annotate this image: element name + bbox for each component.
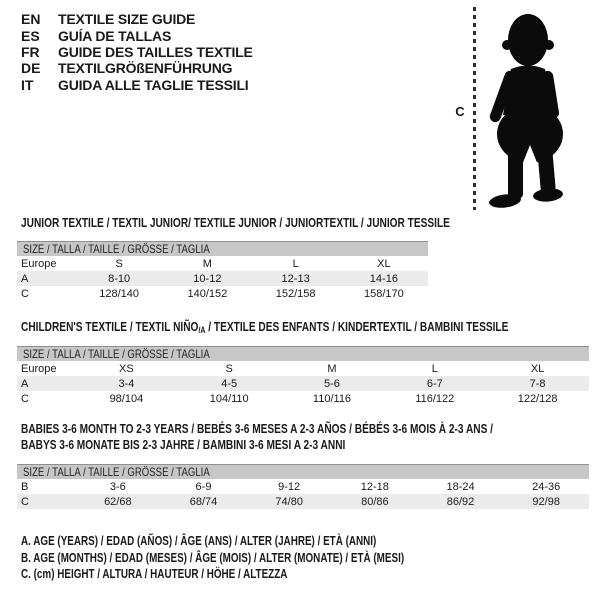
- table-cell: XL: [530, 362, 545, 375]
- table-cell: 62/68: [104, 495, 132, 508]
- table-row: [17, 271, 428, 286]
- language-row: [21, 27, 253, 43]
- table-cell: 122/128: [517, 392, 558, 405]
- table-cell: 10-12: [193, 272, 222, 285]
- table-cell: 4-5: [221, 377, 238, 390]
- table-cell: 68/74: [189, 495, 218, 508]
- table-cell: 8-10: [108, 272, 131, 285]
- language-code: DE: [21, 60, 41, 77]
- table-cell: 80/86: [361, 495, 389, 508]
- table-cell: 3-6: [109, 480, 126, 493]
- size-header-label: SIZE / TALLA / TAILLE / GRÖSSE / TAGLIA: [23, 347, 210, 361]
- children-heading-post: / TEXTILE DES ENFANTS / KINDERTEXTIL / BAMBINI TESSILE: [205, 319, 509, 334]
- language-row: [21, 60, 253, 76]
- language-code: FR: [21, 43, 40, 60]
- table-row: [17, 391, 589, 406]
- table-cell: 14-16: [369, 272, 398, 285]
- row-label: A: [21, 377, 29, 390]
- note-line-a: A. AGE (YEARS) / EDAD (AÑOS) / ÂGE (ANS) / ALTER (JAHRE) / ETÀ (ANNI): [21, 533, 377, 548]
- row-label: C: [21, 495, 29, 508]
- babies-section-heading: [21, 421, 493, 452]
- table-cell: 116/122: [415, 392, 455, 405]
- note-line-c: C. (cm) HEIGHT / ALTURA / HAUTEUR / HÖHE / ALTEZZA: [21, 566, 288, 581]
- children-table: [17, 346, 589, 406]
- table-cell: S: [115, 257, 123, 270]
- table-cell: 24-36: [532, 480, 561, 493]
- table-cell: 12-13: [281, 272, 310, 285]
- table-cell: 128/140: [99, 287, 139, 300]
- table-cell: 92/98: [532, 495, 560, 508]
- note-line-b: B. AGE (MONTHS) / EDAD (MESES) / ÂGE (MOIS) / ALTER (MONATE) / ETÀ (MESI): [21, 549, 405, 565]
- language-title: TEXTILE SIZE GUIDE: [58, 11, 196, 28]
- table-cell: 74/80: [275, 495, 303, 508]
- row-label: A: [21, 272, 29, 285]
- babies-table: [17, 464, 589, 509]
- babies-heading-line1: BABIES 3-6 MONTH TO 2-3 YEARS / BEBÉS 3-6 MESES A 2-3 AÑOS / BÉBÉS 3-6 MOIS À 2-3 ANS /: [21, 421, 493, 436]
- children-section-heading: [21, 319, 508, 337]
- table-cell: 152/158: [275, 287, 316, 300]
- row-label: C: [21, 287, 29, 300]
- table-cell: M: [327, 362, 337, 375]
- table-row: [17, 494, 589, 509]
- language-title: GUÍA DE TALLAS: [58, 27, 172, 44]
- table-cell: XL: [377, 257, 391, 270]
- table-cell: 5-6: [324, 377, 340, 390]
- baby-silhouette-icon: [481, 7, 579, 209]
- table-cell: 140/152: [187, 287, 228, 300]
- size-header-label: SIZE / TALLA / TAILLE / GRÖSSE / TAGLIA: [23, 465, 210, 479]
- language-row: [21, 44, 253, 60]
- language-code: IT: [21, 76, 34, 93]
- row-label: Europe: [21, 362, 57, 375]
- table-cell: L: [292, 257, 299, 270]
- height-dotted-line: [473, 7, 476, 210]
- language-code: EN: [21, 11, 41, 28]
- language-title: TEXTILGRÖßENFÜHRUNG: [58, 60, 233, 77]
- table-cell: 7-8: [529, 377, 546, 390]
- row-label: Europe: [21, 257, 57, 270]
- table-cell: 98/104: [109, 392, 144, 405]
- row-label: C: [21, 392, 29, 405]
- table-cell: 6-9: [195, 480, 212, 493]
- table-row: [17, 361, 589, 376]
- legend-notes: [21, 533, 525, 583]
- table-cell: 104/110: [209, 392, 249, 405]
- table-row: [17, 376, 589, 391]
- children-heading-subscript: /A: [198, 325, 206, 335]
- table-cell: 86/92: [446, 495, 475, 508]
- table-cell: M: [202, 257, 212, 270]
- table-row: [17, 479, 589, 494]
- table-cell: 6-7: [426, 377, 443, 390]
- size-header-bar: [17, 464, 589, 479]
- table-cell: 3-4: [118, 377, 135, 390]
- table-cell: 158/170: [363, 287, 404, 300]
- size-header-bar: [17, 241, 428, 256]
- table-cell: 9-12: [278, 480, 301, 493]
- table-row: [17, 256, 428, 271]
- language-row: [21, 11, 253, 27]
- row-label: B: [21, 480, 29, 493]
- table-row: [17, 286, 428, 301]
- size-header-bar: [17, 346, 589, 361]
- junior-section-heading: JUNIOR TEXTILE / TEXTIL JUNIOR/ TEXTILE JUNIOR / JUNIORTEXTIL / JUNIOR TESSILE: [21, 215, 450, 230]
- language-title: GUIDA ALLE TAGLIE TESSILI: [58, 76, 249, 93]
- table-cell: 12-18: [360, 480, 389, 493]
- table-cell: 18-24: [446, 480, 475, 493]
- language-code: ES: [21, 27, 40, 44]
- table-cell: 110/116: [312, 392, 352, 405]
- junior-table: [17, 241, 428, 301]
- language-row: [21, 77, 253, 93]
- table-cell: L: [431, 362, 438, 375]
- table-cell: XS: [119, 362, 134, 375]
- babies-heading-line2: BABYS 3-6 MONATE BIS 2-3 JAHRE / BAMBINI 3-6 MESI A 2-3 ANNI: [21, 436, 346, 452]
- height-measure-label: C: [455, 104, 465, 119]
- table-cell: S: [225, 362, 233, 375]
- children-heading-pre: CHILDREN'S TEXTILE / TEXTIL NIÑO: [21, 319, 199, 334]
- language-title-list: [21, 11, 253, 93]
- language-title: GUIDE DES TAILLES TEXTILE: [58, 43, 253, 60]
- size-header-label: SIZE / TALLA / TAILLE / GRÖSSE / TAGLIA: [23, 242, 210, 256]
